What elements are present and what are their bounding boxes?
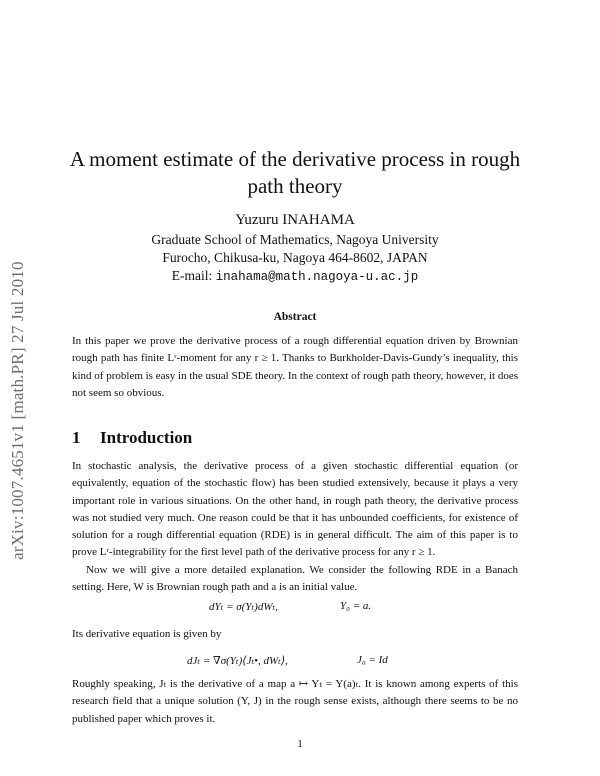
equation-derivative: dJₜ = ∇σ(Yₜ)⟨Jₜ•, dWₜ⟩, [187, 655, 288, 667]
equation-rde-initial: Y₀ = a. [340, 600, 372, 612]
abstract-heading: Abstract [273, 311, 317, 323]
section-title: Introduction [100, 428, 193, 447]
arxiv-stamp: arXiv:1007.4651v1 [math.PR] 27 Jul 2010 [8, 261, 27, 560]
intro-paragraph-3: Its derivative equation is given by [72, 628, 222, 640]
equation-rde: dYₜ = σ(Yₜ)dWₜ, [209, 601, 278, 613]
title-line-1: A moment estimate of the derivative process in rough [69, 147, 521, 171]
section-number: 1 [72, 428, 81, 447]
email-address[interactable]: inahama@math.nagoya-u.ac.jp [215, 270, 419, 284]
section-heading [72, 428, 192, 448]
intro-paragraph-1: In stochastic analysis, the derivative process of a given stochastic differential equation (or equivalently, equation of the stochastic flow) has been studied extensively, because it plays a very important role in various situations. On the other hand, in rough path theory, the derivative process was not studied very much. One reason could be that it has unbounded coefficients, for existence of solution for a rough differential equation (RDE) is in general difficult. The aim of this paper is to prove Lʳ-integrability for the first level path of the derivative process for any r ≥ 1. [72, 460, 518, 559]
equation-derivative-initial: J₀ = Id [357, 654, 388, 666]
author-name: Yuzuru INAHAMA [235, 212, 355, 228]
title-line-2: path theory [247, 174, 343, 198]
affiliation-line-1: Graduate School of Mathematics, Nagoya University [151, 232, 439, 247]
email-line [60, 268, 530, 284]
intro-paragraph-4: Roughly speaking, Jₜ is the derivative of a map a ↦ Yₜ = Y(a)ₜ. It is known among experts of this research field that a unique solution (Y, J) in the rough sense exists, although there seems to be no published paper which proves it. [72, 678, 518, 725]
paper-title [60, 146, 530, 200]
affiliation-line-2: Furocho, Chikusa-ku, Nagoya 464-8602, JAPAN [162, 250, 428, 265]
intro-paragraph-2: Now we will give a more detailed explanation. We consider the following RDE in a Banach setting. Here, W is Brownian rough path and a is an initial value. [72, 564, 518, 594]
email-label: E-mail: [171, 268, 213, 283]
abstract-text: In this paper we prove the derivative process of a rough differential equation driven by Brownian rough path has finite Lʳ-moment for any r ≥ 1. Thanks to Burkholder-Davis-Gundy’s inequality, this kind of problem is easy in the usual SDE theory. In the context of rough path theory, however, it does not seem so obvious. [72, 335, 518, 399]
page-number: 1 [297, 738, 303, 750]
